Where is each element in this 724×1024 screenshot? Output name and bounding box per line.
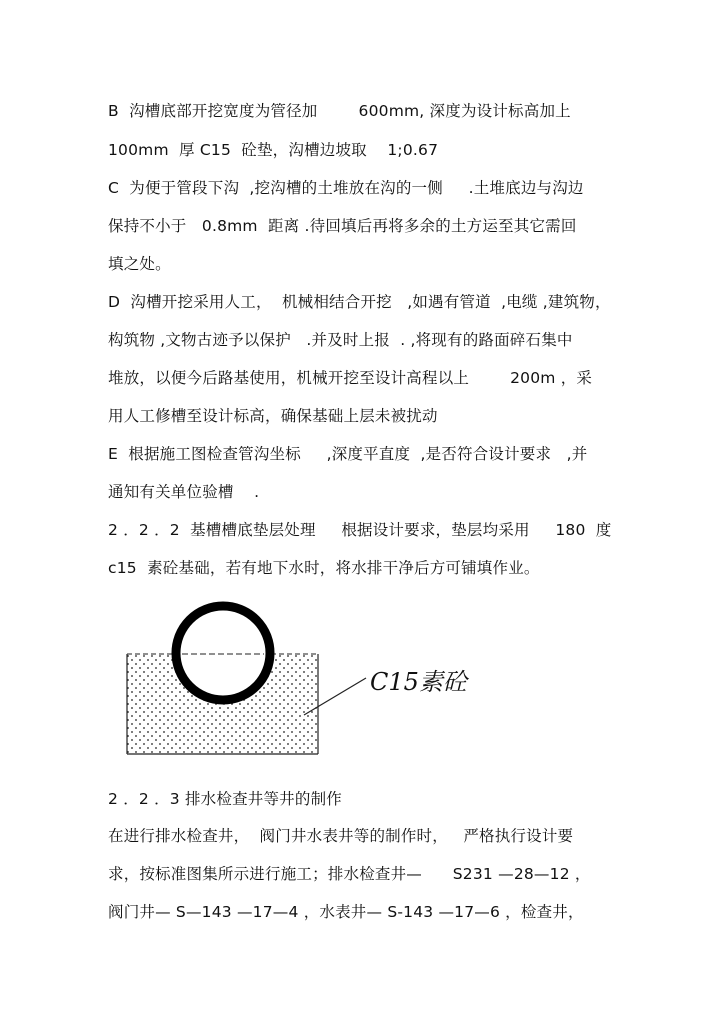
- paragraph-line: D 沟槽开挖采用人工， 机械相结合开挖 ,如遇有管道 ,电缆 ,建筑物，: [108, 293, 611, 311]
- paragraph-line: B 沟槽底部开挖宽度为管径加 600mm, 深度为设计标高加上: [108, 102, 571, 120]
- paragraph-line: 求，按标准图集所示进行施工；排水检查井— S231 —28—12 ，: [108, 865, 591, 883]
- paragraph-line: 通知有关单位验槽 .: [108, 483, 260, 501]
- paragraph-line: 构筑物 ,文物古迹予以保护 .并及时上报 . ,将现有的路面碎石集中: [108, 331, 573, 349]
- paragraph-line: 100mm 厚 C15 砼垫，沟槽边坡取 1;0.67: [108, 141, 439, 159]
- pipe-circle: [176, 606, 270, 700]
- section-heading: 2 ．2 ．2 基槽槽底垫层处理 根据设计要求，垫层均采用 180 度: [108, 521, 612, 539]
- paragraph-line: 用人工修槽至设计标高，确保基础上层未被扰动: [108, 407, 438, 425]
- section-heading: 2 ．2 ．3 排水检查井等井的制作: [108, 790, 342, 808]
- paragraph-line: 堆放，以便今后路基使用，机械开挖至设计高程以上 200m ，采: [108, 369, 593, 387]
- concrete-label: C15素砼: [370, 668, 467, 696]
- pipe-foundation-diagram: [118, 590, 478, 765]
- paragraph-line: E 根据施工图检查管沟坐标 ,深度平直度 ,是否符合设计要求 ,并: [108, 445, 588, 463]
- paragraph-line: 阀门井— S—143 —17—4 ，水表井— S-143 —17—6 ，检查井，: [108, 903, 584, 921]
- paragraph-line: 填之处。: [108, 255, 171, 273]
- paragraph-line: 在进行排水检查井， 阀门井水表井等的制作时， 严格执行设计要: [108, 827, 574, 845]
- paragraph-line: c15 素砼基础，若有地下水时，将水排干净后方可铺填作业。: [108, 559, 540, 577]
- paragraph-line: 保持不小于 0.8mm 距离 .待回填后再将多余的土方运至其它需回: [108, 217, 577, 235]
- paragraph-line: C 为便于管段下沟 ,挖沟槽的土堆放在沟的一侧 .土堆底边与沟边: [108, 179, 584, 197]
